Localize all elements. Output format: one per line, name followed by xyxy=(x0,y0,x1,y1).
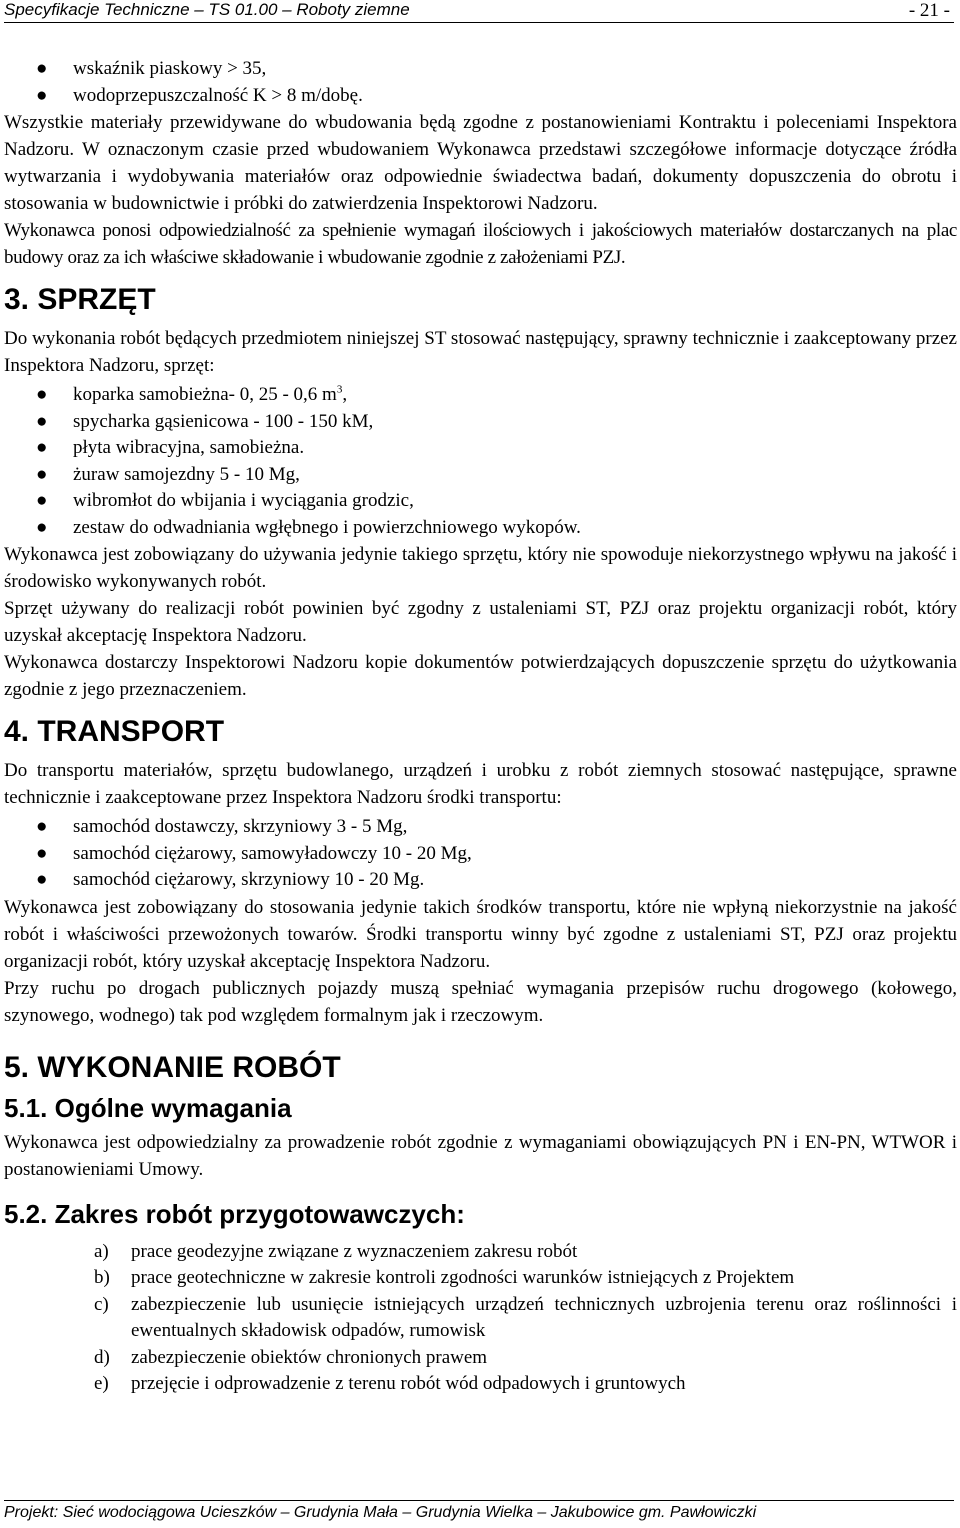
bullet-icon: ● xyxy=(36,437,48,458)
list-item: ● samochód ciężarowy, skrzyniowy 10 - 20 Mg. xyxy=(4,867,957,894)
bullet-icon: ● xyxy=(36,516,48,538)
list-item: ● zestaw do odwadniania wgłębnego i powierzchniowego wykopów. xyxy=(4,515,957,542)
page-footer: Projekt: Sieć wodociągowa Ucieszków – Grudynia Mała – Grudynia Wielka – Jakubowice gm. Pawłowiczki xyxy=(4,1500,954,1524)
list-item: ● koparka samobieżna- 0, 25 - 0,6 $m^3$, xyxy=(4,382,957,409)
list-item: ● wskaźnik piaskowy > 35, xyxy=(4,56,957,83)
paragraph: Wykonawca ponosi odpowiedzialność za spełnienie wymagań ilościowych i jakościowych materiałów dostarczanych na plac budowy oraz za ich właściwe składowanie i wbudowanie zgodnie z założeniami PZJ. xyxy=(4,220,957,268)
transport-list xyxy=(4,814,957,894)
paragraph: Wykonawca jest zobowiązany do stosowania jedynie takich środków transportu, które nie wpłyną niekorzystnie na jakość robót i właściwości przewożonych towarów. Środki transportu winny być zgodne z ustaleniami ST, PZJ oraz projektu organizacji robót, który uzyskał akceptację Inspektora Nadzoru. xyxy=(4,896,957,972)
paragraph: Wszystkie materiały przewidywane do wbudowania będą zgodne z postanowieniami Kontraktu i poleceniami Inspektora Nadzoru. W oznaczonym czasie przed wbudowaniem Wykonawca przedstawi szczegółowe informacje dotyczące źródła wytwarzania i wydobywania materiałów oraz odpowiednie świadectwa badań, dokumenty dopuszczenia do obrotu i stosowania w budownictwie i próbki do zatwierdzenia Inspektorowi Nadzoru. xyxy=(4,112,957,214)
list-item: ● płyta wibracyjna, samobieżna. xyxy=(4,435,957,462)
bullet-icon: ● xyxy=(36,490,48,511)
preparatory-works-list xyxy=(4,1239,957,1398)
list-item: ● wodoprzepuszczalność K > 8 m/dobę. xyxy=(4,83,957,110)
list-item: ● żuraw samojezdny 5 - 10 Mg, xyxy=(4,462,957,489)
page-header xyxy=(4,0,954,23)
intro-bullet-list xyxy=(4,56,957,109)
list-item: ● wibromłot do wbijania i wyciągania grodzic, xyxy=(4,488,957,515)
paragraph: Wykonawca jest odpowiedzialny za prowadzenie robót zgodnie z wymaganiami obowiązujących PN i EN-PN, WTWOR i postanowieniami Umowy. xyxy=(4,1131,957,1180)
bullet-icon: ● xyxy=(36,84,48,106)
paragraph: Do transportu materiałów, sprzętu budowlanego, urządzeń i urobku z robót ziemnych stosować następujące, sprawne technicznie i zaakceptowane przez Inspektora Nadzoru środki transportu: xyxy=(4,760,957,808)
subsection-heading-5-2: 5.2. Zakres robót przygotowawczych: xyxy=(4,1198,465,1229)
paragraph: Sprzęt używany do realizacji robót powinien być zgodny z ustaleniami ST, PZJ oraz projektu organizacji robót, który uzyskał akceptację Inspektora Nadzoru. xyxy=(4,598,957,646)
page-content xyxy=(4,56,957,1398)
list-item: a) prace geodezyjne związane z wyznaczeniem zakresu robót xyxy=(94,1240,578,1262)
list-item: ● samochód dostawczy, skrzyniowy 3 - 5 Mg, xyxy=(4,814,957,841)
list-item: d) zabezpieczenie obiektów chronionych prawem xyxy=(94,1346,488,1368)
page-number: - 21 - xyxy=(908,0,950,21)
bullet-icon: ● xyxy=(36,816,48,837)
paragraph: Wykonawca jest zobowiązany do używania jedynie takiego sprzętu, który nie spowoduje niekorzystnego wpływu na jakość i środowisko wykonywanych robót. xyxy=(4,544,957,592)
equipment-list xyxy=(4,382,957,541)
bullet-icon: ● xyxy=(36,58,48,79)
header-title: Specyfikacje Techniczne – TS 01.00 – Roboty ziemne xyxy=(4,0,410,19)
section-heading-3: 3. SPRZĘT xyxy=(4,283,156,316)
list-item: e) przejęcie i odprowadzenie z terenu robót wód odpadowych i gruntowych xyxy=(94,1373,686,1394)
list-item: ● spycharka gąsienicowa - 100 - 150 kM, xyxy=(4,409,957,436)
section-heading-4: 4. TRANSPORT xyxy=(4,715,225,748)
paragraph: Do wykonania robót będących przedmiotem niniejszej ST stosować następujący, sprawny technicznie i zaakceptowany przez Inspektora Nadzoru, sprzęt: xyxy=(4,328,957,376)
list-item: ● samochód ciężarowy, samowyładowczy 10 - 20 Mg, xyxy=(4,841,957,868)
bullet-icon: ● xyxy=(36,410,48,432)
bullet-icon: ● xyxy=(36,463,48,485)
bullet-icon: ● xyxy=(36,869,48,890)
section-heading-5: 5. WYKONANIE ROBÓT xyxy=(4,1050,341,1084)
paragraph: Przy ruchu po drogach publicznych pojazdy muszą spełniać wymagania przepisów ruchu drogowego (kołowego, szynowego, wodnego) tak pod względem formalnym jak i rzeczowym. xyxy=(4,977,957,1026)
list-item: b) prace geotechniczne w zakresie kontroli zgodności warunków istniejących z Projektem xyxy=(94,1267,795,1288)
subsection-heading-5-1: 5.1. Ogólne wymagania xyxy=(4,1092,292,1123)
list-item: c) zabezpieczenie lub usunięcie istniejących urządzeń technicznych uzbrojenia terenu oraz roślinności i ewentualnych składowisk odpadów, rumowisk xyxy=(94,1293,957,1341)
bullet-icon: ● xyxy=(36,842,48,864)
bullet-icon: ● xyxy=(36,384,48,405)
paragraph: Wykonawca dostarczy Inspektorowi Nadzoru kopie dokumentów potwierdzających dopuszczenie sprzętu do użytkowania zgodnie z jego przeznaczeniem. xyxy=(4,652,957,700)
